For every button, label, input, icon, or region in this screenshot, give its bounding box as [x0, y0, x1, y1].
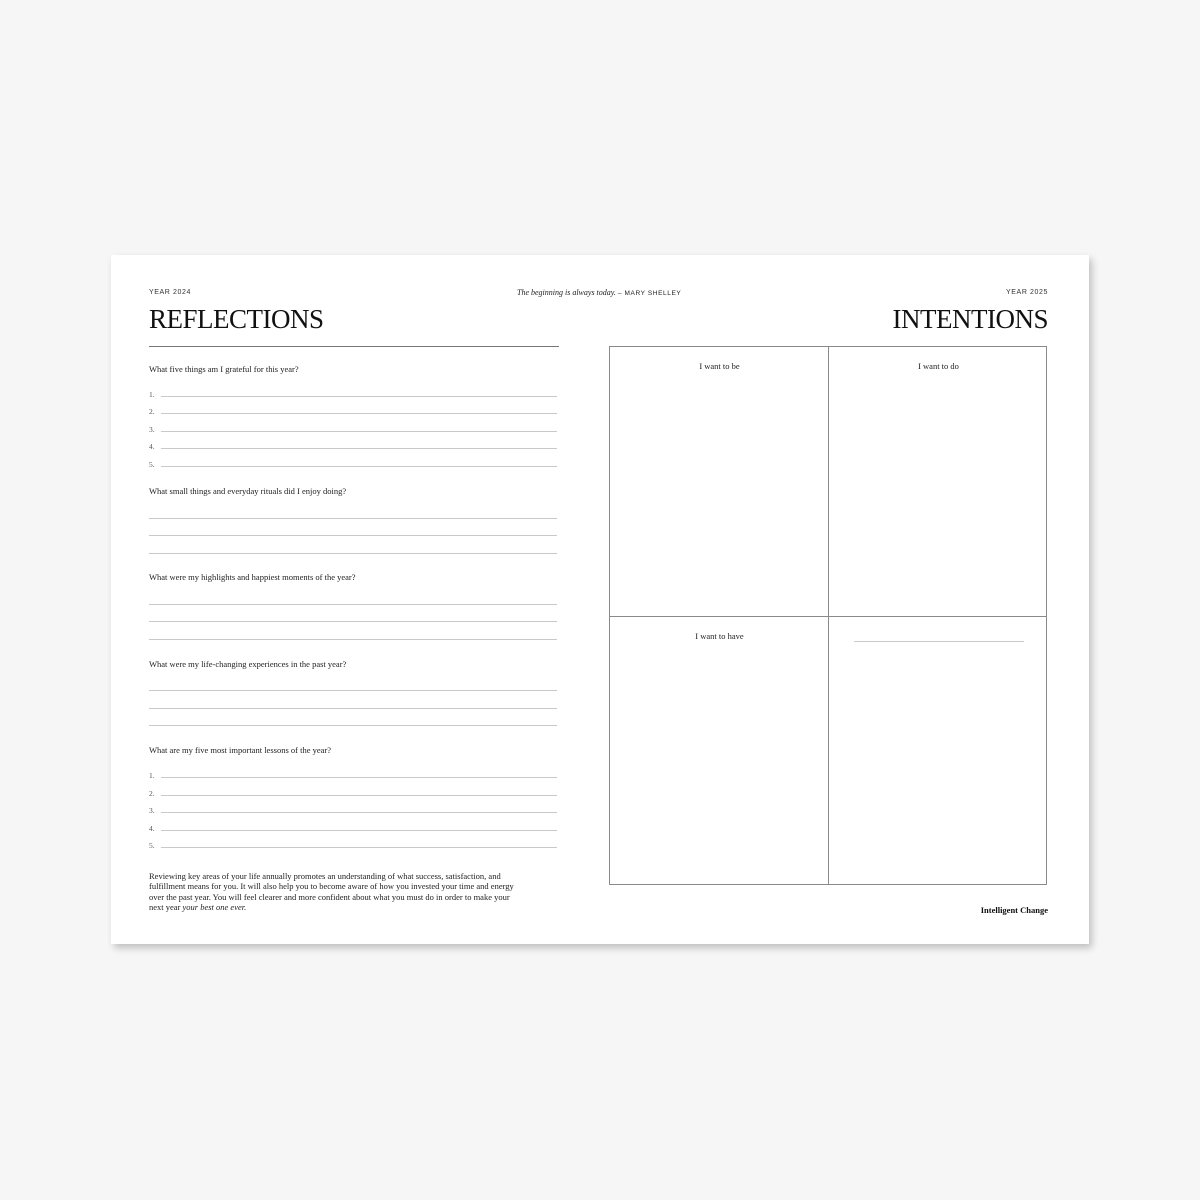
intentions-title: INTENTIONS: [892, 304, 1048, 334]
cell-want-to-be: I want to be: [699, 361, 740, 371]
answer-line[interactable]: [161, 830, 557, 831]
custom-category-line[interactable]: [854, 641, 1024, 642]
answer-line[interactable]: [161, 847, 557, 848]
list-number: 2.: [149, 789, 155, 798]
intentions-grid: [609, 346, 1047, 885]
description-emphasis: your best one ever.: [182, 901, 247, 912]
answer-line[interactable]: [161, 431, 557, 432]
answer-line[interactable]: [161, 777, 557, 778]
planner-sheet: [111, 255, 1089, 944]
answer-line[interactable]: [149, 708, 557, 709]
description-text: Reviewing key areas of your life annually promotes an understanding of what success, satisfaction, and fulfillment means for you. It will also help you to become aware of how you invested your time and energy over the past year. You will feel clearer and more confident about what you must do in order to make your next year: [149, 871, 514, 912]
answer-line[interactable]: [149, 535, 557, 536]
cell-want-to-do: I want to do: [918, 361, 959, 371]
answer-line[interactable]: [161, 466, 557, 467]
quote-text: The beginning is always today.: [517, 288, 616, 297]
reflections-title: REFLECTIONS: [149, 304, 324, 334]
cell-want-to-have: I want to have: [695, 631, 744, 641]
question-lessons: What are my five most important lessons of the year?: [149, 745, 331, 755]
answer-line[interactable]: [161, 812, 557, 813]
answer-line[interactable]: [149, 553, 557, 554]
quote-author: – MARY SHELLEY: [617, 290, 682, 297]
list-number: 5.: [149, 460, 155, 469]
year-2025-label: YEAR 2025: [1006, 289, 1048, 296]
question-life-changing: What were my life-changing experiences in the past year?: [149, 659, 347, 669]
answer-line[interactable]: [161, 795, 557, 796]
answer-line[interactable]: [149, 518, 557, 519]
question-highlights: What were my highlights and happiest moments of the year?: [149, 572, 356, 582]
answer-line[interactable]: [149, 604, 557, 605]
list-number: 1.: [149, 771, 155, 780]
list-number: 4.: [149, 442, 155, 451]
answer-line[interactable]: [149, 639, 557, 640]
question-grateful: What five things am I grateful for this year?: [149, 364, 299, 374]
answer-line[interactable]: [161, 413, 557, 414]
reflections-description: [149, 871, 521, 912]
answer-line[interactable]: [161, 396, 557, 397]
grid-horizontal-divider: [610, 616, 1046, 617]
answer-line[interactable]: [149, 621, 557, 622]
brand-name: Intelligent Change: [980, 905, 1048, 915]
quote: [517, 288, 681, 297]
answer-line[interactable]: [149, 725, 557, 726]
list-number: 5.: [149, 841, 155, 850]
reflections-divider: [149, 346, 559, 347]
year-2024-label: YEAR 2024: [149, 289, 191, 296]
answer-line[interactable]: [149, 690, 557, 691]
list-number: 2.: [149, 407, 155, 416]
list-number: 4.: [149, 824, 155, 833]
list-number: 3.: [149, 425, 155, 434]
answer-line[interactable]: [161, 448, 557, 449]
question-rituals: What small things and everyday rituals did I enjoy doing?: [149, 486, 347, 496]
list-number: 3.: [149, 806, 155, 815]
list-number: 1.: [149, 390, 155, 399]
